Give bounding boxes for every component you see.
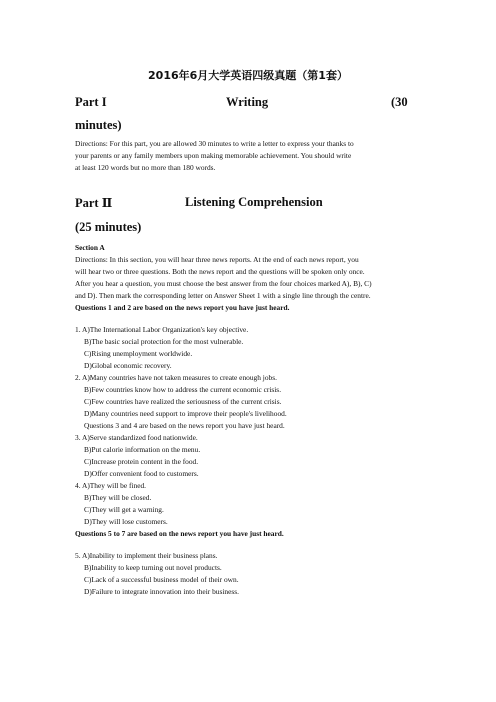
question-1-option: D)Global economic recovery. bbox=[84, 361, 172, 370]
page-title: 2016年6月大学英语四级真题（第1套） bbox=[148, 69, 348, 82]
question-2-option: B)Few countries know how to address the current economic crisis. bbox=[84, 385, 282, 394]
question-2-option: D)Many countries need support to improve their people's livelihood. bbox=[84, 409, 287, 418]
question-5: 5. A)Inability to implement their business plans. bbox=[75, 551, 218, 560]
part1-label: Part I bbox=[75, 95, 107, 109]
part1-directions-line: at least 120 words but no more than 180 words. bbox=[75, 163, 216, 172]
part1-directions-line: your parents or any family members upon making memorable achievement. You should write bbox=[75, 151, 352, 160]
part1-time-close: minutes) bbox=[75, 118, 122, 132]
question-4-option: D)They will lose customers. bbox=[84, 517, 168, 526]
questions-3-4-note: Questions 3 and 4 are based on the news report you have just heard. bbox=[84, 421, 285, 430]
question-1-option: C)Rising unemployment worldwide. bbox=[84, 349, 193, 358]
question-5-option: B)Inability to keep turning out novel products. bbox=[84, 563, 222, 572]
question-5-option: C)Lack of a successful business model of their own. bbox=[84, 575, 239, 584]
part2-directions-line: and D). Then mark the corresponding letter on Answer Sheet 1 with a single line through the centre. bbox=[75, 291, 371, 300]
question-1: 1. A)The International Labor Organization's key objective. bbox=[75, 325, 249, 334]
question-4-option: B)They will be closed. bbox=[84, 493, 152, 502]
question-3: 3. A)Serve standardized food nationwide. bbox=[75, 433, 198, 442]
question-1-option: B)The basic social protection for the most vulnerable. bbox=[84, 337, 244, 346]
question-3-option: C)Increase protein content in the food. bbox=[84, 457, 199, 466]
question-2-option: C)Few countries have realized the seriousness of the current crisis. bbox=[84, 397, 282, 406]
questions-5-7-note: Questions 5 to 7 are based on the news report you have just heard. bbox=[75, 529, 284, 538]
question-2: 2. A)Many countries have not taken measures to create enough jobs. bbox=[75, 373, 277, 382]
question-4-option: C)They will get a warning. bbox=[84, 505, 164, 514]
question-5-option: D)Failure to integrate innovation into their business. bbox=[84, 587, 239, 596]
question-4: 4. A)They will be fined. bbox=[75, 481, 147, 490]
part2-directions-line: will hear two or three questions. Both the news report and the questions will be spoken only once. bbox=[75, 267, 365, 276]
part2-label: Part Ⅱ bbox=[75, 196, 113, 210]
part2-directions-line: Directions: In this section, you will hear three news reports. At the end of each news report, you bbox=[75, 255, 359, 264]
question-3-option: D)Offer convenient food to customers. bbox=[84, 469, 199, 478]
questions-1-2-note: Questions 1 and 2 are based on the news report you have just heard. bbox=[75, 303, 290, 312]
part1-directions-line: Directions: For this part, you are allowed 30 minutes to write a letter to express your thanks to bbox=[75, 139, 354, 148]
section-a-heading: Section A bbox=[75, 243, 105, 252]
part1-name: Writing bbox=[226, 95, 269, 109]
question-3-option: B)Put calorie information on the menu. bbox=[84, 445, 201, 454]
part2-time: (25 minutes) bbox=[75, 220, 142, 234]
part2-name: Listening Comprehension bbox=[185, 195, 323, 209]
part1-time-open: (30 bbox=[391, 95, 408, 109]
part2-directions-line: After you hear a question, you must choose the best answer from the four choices marked A), B), C) bbox=[75, 279, 372, 288]
